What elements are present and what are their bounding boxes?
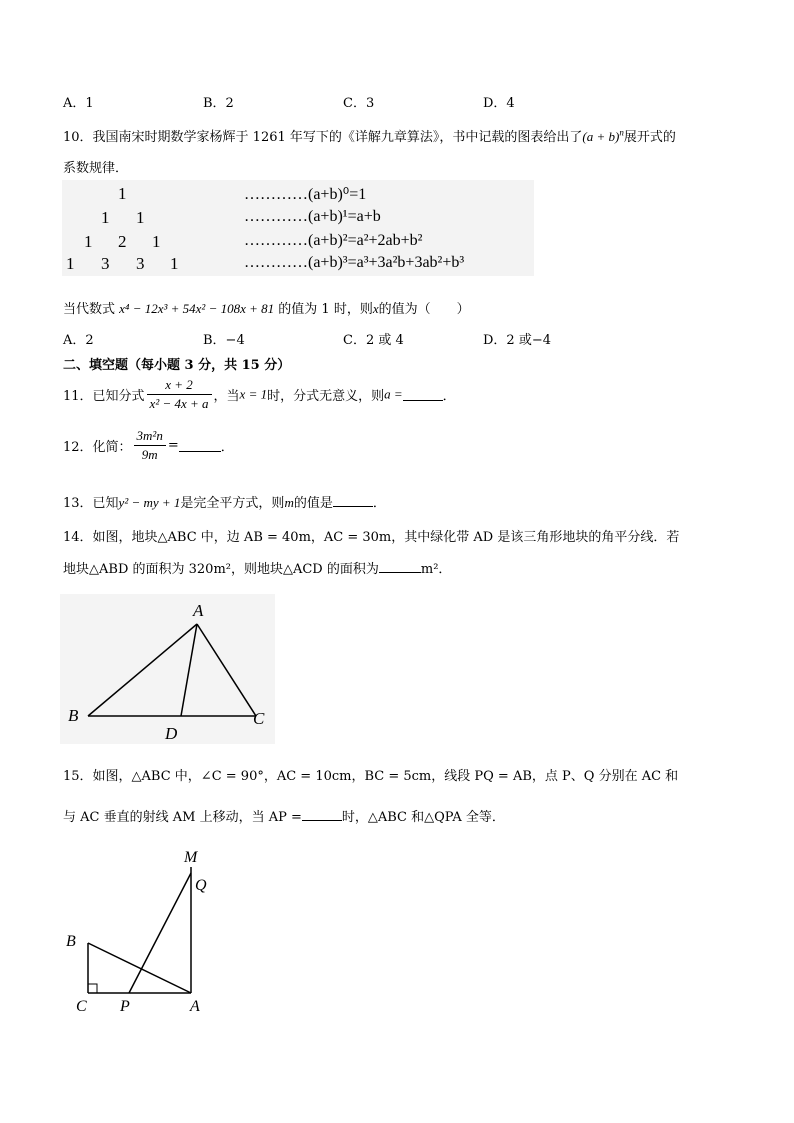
triangle-cell: 3: [101, 254, 110, 273]
q13-prefix: 13．已知: [63, 496, 119, 511]
figure-background: [60, 594, 275, 744]
q10-exponent: n: [619, 127, 624, 138]
yanghui-triangle-figure: [62, 180, 534, 276]
q15-line2-end: 时，△ABC 和△QPA 全等．: [341, 810, 505, 825]
q12-fraction: [134, 428, 166, 463]
label-b: B: [68, 706, 79, 725]
q10-condition-suffix: 的值为 1 时，则: [278, 302, 373, 317]
q12-answer-blank[interactable]: [179, 439, 221, 452]
triangle-cell: 1: [66, 254, 75, 273]
triangle-cell: 1: [84, 232, 93, 251]
q10-option-b: B．−4: [203, 333, 245, 348]
q10-option-d: D．2 或−4: [483, 333, 551, 348]
q13-expression: y² − my + 1: [118, 495, 181, 510]
q13-end-a: 的值是: [293, 496, 333, 511]
q15-question-line1: 15．如图，△ABC 中，∠C = 90°，AC = 10cm，BC = 5cm，线段 PQ = AB，点 P、Q 分别在 AC 和: [63, 769, 679, 784]
q10-question-line2: 系数规律．: [63, 161, 129, 176]
label-m: M: [184, 849, 198, 866]
q12-fraction-denominator: 9m: [141, 447, 158, 462]
expansion-row: …………(a+b)⁰=1: [244, 186, 367, 203]
q14-question-line2: [63, 558, 451, 577]
q10-question-line1: [63, 126, 676, 145]
q12-end: ．: [220, 440, 234, 455]
label-c: C: [253, 709, 265, 728]
q12-equals: =: [167, 438, 179, 453]
q10-text-2: 展开式的: [623, 130, 676, 145]
q11-prefix: 11．已知分式: [63, 389, 145, 404]
q15-line2-text: 与 AC 垂直的射线 AM 上移动，当 AP =: [63, 810, 302, 825]
q13-end: ．: [372, 496, 386, 511]
label-p: P: [120, 998, 130, 1015]
label-q: Q: [195, 877, 207, 894]
right-angle-mark: [88, 984, 97, 993]
q9-option-b: B．2: [203, 96, 234, 111]
triangle-cell: 3: [136, 254, 145, 273]
q9-option-d: D．4: [483, 96, 515, 111]
q12-fraction-numerator: 3m²n: [134, 428, 166, 446]
triangle-cell: 1: [170, 254, 179, 273]
triangle-cell: 1: [101, 208, 110, 227]
q10-condition-var: x: [372, 301, 379, 316]
q14-question-line1: 14．如图，地块△ABC 中，边 AB = 40m，AC = 30m，其中绿化带 AD 是该三角形地块的角平分线．若: [63, 530, 680, 545]
q15-answer-blank[interactable]: [302, 808, 342, 821]
q11-middle: ，当: [213, 389, 240, 404]
q15-triangle-figure: [60, 843, 220, 1018]
q11-fraction-numerator: x + 2: [147, 377, 212, 395]
triangle-cell: 1: [152, 232, 161, 251]
q12-question: [63, 428, 234, 463]
q14-answer-blank[interactable]: [379, 560, 421, 573]
triangle-cell: 2: [118, 232, 127, 251]
expansion-row: …………(a+b)¹=a+b: [244, 208, 381, 225]
q11-answer-blank[interactable]: [403, 388, 443, 401]
q10-condition-polynomial: x⁴ − 12x³ + 54x² − 108x + 81: [119, 301, 275, 316]
label-c: C: [76, 998, 87, 1015]
expansion-row: …………(a+b)³=a³+3a²b+3ab²+b³: [244, 254, 465, 271]
q10-option-a: A．2: [63, 333, 94, 348]
label-a: A: [193, 601, 204, 620]
q13-question: [63, 492, 386, 511]
q10-condition-prefix: 当代数式: [63, 302, 116, 317]
q11-var: a =: [384, 386, 403, 402]
label-b: B: [66, 933, 76, 950]
label-a: A: [190, 998, 200, 1015]
q14-line2-text: 地块△ABD 的面积为 320m²，则地块△ACD 的面积为: [63, 562, 379, 577]
segment-pq: [129, 873, 191, 993]
q10-condition-end: 的值为（ ）: [378, 302, 470, 317]
q10-condition-line: [63, 298, 470, 317]
q10-expr: (a + b): [582, 129, 620, 144]
q11-condition: x = 1: [239, 386, 268, 402]
q11-middle2: 时，分式无意义，则: [267, 389, 385, 404]
q9-option-c: C．3: [343, 96, 375, 111]
q9-option-a: A．1: [63, 96, 94, 111]
q15-question-line2: [63, 806, 505, 825]
label-d: D: [165, 724, 178, 743]
q11-end: ．: [442, 389, 456, 404]
q10-text-1: 10．我国南宋时期数学家杨辉于 1261 年写下的《详解九章算法》，书中记载的图表给出了: [63, 130, 583, 145]
q13-var: m: [284, 495, 294, 510]
triangle-cell: 1: [118, 184, 127, 203]
q10-option-c: C．2 或 4: [343, 333, 404, 348]
q11-question: [63, 377, 456, 412]
expansion-row: …………(a+b)²=a²+2ab+b²: [244, 232, 423, 249]
triangle-cell: 1: [136, 208, 145, 227]
q13-middle: 是完全平方式，则: [180, 496, 285, 511]
q12-prefix: 12．化简：: [63, 440, 132, 455]
q13-answer-blank[interactable]: [333, 494, 373, 507]
q14-triangle-figure: [60, 594, 275, 744]
section-2-heading: 二、填空题（每小题 3 分，共 15 分）: [63, 358, 291, 373]
q14-line2-unit: m²．: [420, 562, 452, 577]
q11-fraction: [147, 377, 212, 412]
q11-fraction-denominator: x² − 4x + a: [149, 396, 209, 411]
segment-ab: [88, 943, 191, 993]
